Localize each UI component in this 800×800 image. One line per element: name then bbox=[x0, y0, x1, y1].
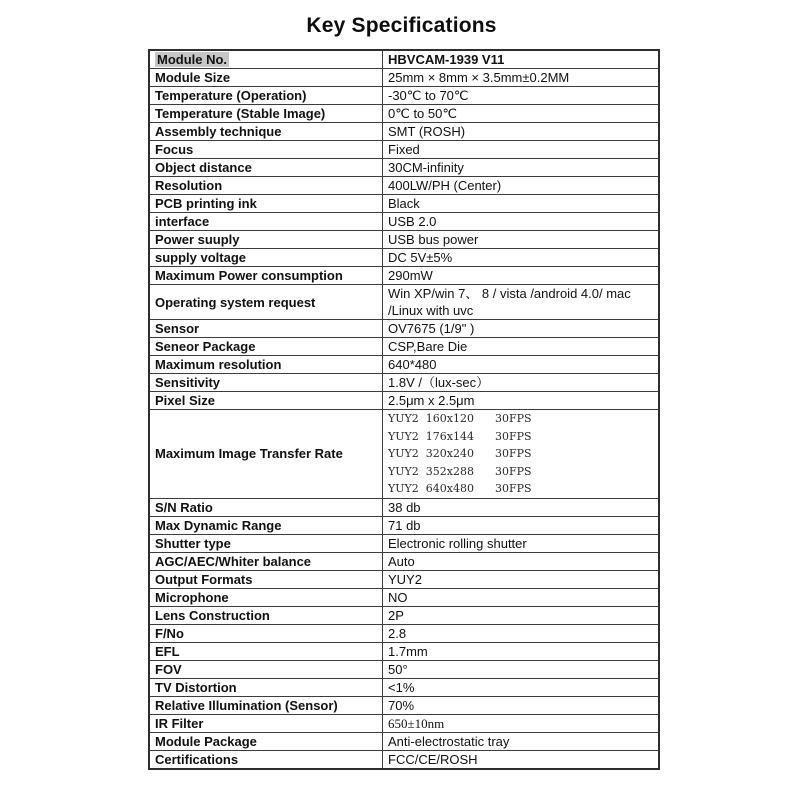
spec-label-cell: S/N Ratio bbox=[149, 498, 383, 516]
table-row bbox=[149, 552, 659, 570]
table-row bbox=[149, 642, 659, 660]
spec-value-cell: Fixed bbox=[383, 141, 660, 159]
spec-label-cell: Temperature (Stable Image) bbox=[149, 105, 383, 123]
spec-value-cell: USB 2.0 bbox=[383, 213, 660, 231]
spec-label-cell: Maximum Power consumption bbox=[149, 267, 383, 285]
spec-label-cell: Output Formats bbox=[149, 570, 383, 588]
spec-value-cell: 1.7mm bbox=[383, 642, 660, 660]
spec-label-cell: Relative Illumination (Sensor) bbox=[149, 696, 383, 714]
spec-label-cell: F/No bbox=[149, 624, 383, 642]
spec-value-cell: 640*480 bbox=[383, 356, 660, 374]
spec-value-cell: <1% bbox=[383, 678, 660, 696]
spec-label-cell: Maximum Image Transfer Rate bbox=[149, 410, 383, 499]
table-row bbox=[149, 159, 659, 177]
table-row bbox=[149, 660, 659, 678]
spec-value-cell: 650±10nm bbox=[383, 714, 660, 732]
spec-value-cell: 38 db bbox=[383, 498, 660, 516]
spec-table bbox=[148, 49, 660, 770]
spec-value-cell: 2.8 bbox=[383, 624, 660, 642]
spec-value-cell: CSP,Bare Die bbox=[383, 338, 660, 356]
spec-label-cell: Seneor Package bbox=[149, 338, 383, 356]
table-row bbox=[149, 231, 659, 249]
spec-label-cell: Shutter type bbox=[149, 534, 383, 552]
table-row bbox=[149, 516, 659, 534]
spec-value-cell: 1.8V /（lux-sec） bbox=[383, 374, 660, 392]
spec-label-cell: FOV bbox=[149, 660, 383, 678]
spec-label-cell: Focus bbox=[149, 141, 383, 159]
spec-value-cell: 2P bbox=[383, 606, 660, 624]
spec-value-cell: HBVCAM-1939 V11 bbox=[383, 50, 660, 69]
spec-label-cell bbox=[149, 50, 383, 69]
spec-value-cell: Electronic rolling shutter bbox=[383, 534, 660, 552]
spec-value-cell: 0℃ to 50℃ bbox=[383, 105, 660, 123]
table-row bbox=[149, 750, 659, 769]
spec-value-cell: Anti-electrostatic tray bbox=[383, 732, 660, 750]
spec-label-highlight: Module No. bbox=[157, 52, 228, 67]
transfer-rate-line: YUY2 352x288 30FPS bbox=[388, 464, 532, 478]
spec-label-cell: EFL bbox=[149, 642, 383, 660]
table-row bbox=[149, 50, 659, 69]
transfer-rate-line: YUY2 160x120 30FPS bbox=[388, 412, 532, 425]
table-row bbox=[149, 392, 659, 410]
spec-value-cell: 71 db bbox=[383, 516, 660, 534]
table-row bbox=[149, 732, 659, 750]
spec-value-cell: 50° bbox=[383, 660, 660, 678]
table-row bbox=[149, 678, 659, 696]
table-row bbox=[149, 714, 659, 732]
table-row bbox=[149, 141, 659, 159]
table-row bbox=[149, 696, 659, 714]
spec-label-cell: Max Dynamic Range bbox=[149, 516, 383, 534]
spec-label-cell: Sensor bbox=[149, 320, 383, 338]
spec-label-cell: supply voltage bbox=[149, 249, 383, 267]
spec-value-cell: FCC/CE/ROSH bbox=[383, 750, 660, 769]
spec-label-cell: AGC/AEC/Whiter balance bbox=[149, 552, 383, 570]
table-row bbox=[149, 177, 659, 195]
spec-value-cell: 2.5μm x 2.5μm bbox=[383, 392, 660, 410]
table-row bbox=[149, 624, 659, 642]
spec-label-cell: TV Distortion bbox=[149, 678, 383, 696]
spec-value-cell: SMT (ROSH) bbox=[383, 123, 660, 141]
spec-label-cell: Pixel Size bbox=[149, 392, 383, 410]
spec-table-body bbox=[149, 50, 659, 769]
spec-label-cell: Microphone bbox=[149, 588, 383, 606]
table-row bbox=[149, 374, 659, 392]
table-row bbox=[149, 249, 659, 267]
table-row bbox=[149, 105, 659, 123]
spec-label-cell: Sensitivity bbox=[149, 374, 383, 392]
spec-label-cell: Operating system request bbox=[149, 285, 383, 320]
spec-value-cell: 70% bbox=[383, 696, 660, 714]
spec-value-cell: Win XP/win 7、 8 / vista /android 4.0/ mac /Linux with uvc bbox=[383, 285, 660, 320]
spec-label-cell: Assembly technique bbox=[149, 123, 383, 141]
table-row bbox=[149, 534, 659, 552]
transfer-rate-line: YUY2 176x144 30FPS bbox=[388, 429, 532, 443]
spec-value-cell: -30℃ to 70℃ bbox=[383, 87, 660, 105]
spec-value-cell: DC 5V±5% bbox=[383, 249, 660, 267]
spec-label-cell: Object distance bbox=[149, 159, 383, 177]
spec-value-cell: Black bbox=[383, 195, 660, 213]
spec-value-cell: Auto bbox=[383, 552, 660, 570]
spec-value-cell: 30CM-infinity bbox=[383, 159, 660, 177]
spec-label-cell: Module Package bbox=[149, 732, 383, 750]
spec-value-cell: 400LW/PH (Center) bbox=[383, 177, 660, 195]
table-row bbox=[149, 410, 659, 499]
table-row bbox=[149, 87, 659, 105]
spec-label-cell: Power suuply bbox=[149, 231, 383, 249]
spec-label-cell: PCB printing ink bbox=[149, 195, 383, 213]
spec-label-cell: Resolution bbox=[149, 177, 383, 195]
table-row bbox=[149, 213, 659, 231]
spec-label-cell: Temperature (Operation) bbox=[149, 87, 383, 105]
spec-label-cell: Lens Construction bbox=[149, 606, 383, 624]
table-row bbox=[149, 588, 659, 606]
table-row bbox=[149, 123, 659, 141]
spec-value-cell: 25mm × 8mm × 3.5mm±0.2MM bbox=[383, 69, 660, 87]
table-row bbox=[149, 570, 659, 588]
spec-value-cell: YUY2 bbox=[383, 570, 660, 588]
table-row bbox=[149, 356, 659, 374]
transfer-rate-line: YUY2 640x480 30FPS bbox=[388, 482, 532, 495]
spec-label-cell: Module Size bbox=[149, 69, 383, 87]
spec-label-cell: interface bbox=[149, 213, 383, 231]
table-row bbox=[149, 285, 659, 320]
spec-label-cell: IR Filter bbox=[149, 714, 383, 732]
transfer-rate-line: YUY2 320x240 30FPS bbox=[388, 447, 532, 460]
spec-label-cell: Certifications bbox=[149, 750, 383, 769]
table-row bbox=[149, 320, 659, 338]
spec-value-cell: NO bbox=[383, 588, 660, 606]
table-row bbox=[149, 267, 659, 285]
spec-value-cell: OV7675 (1/9" ) bbox=[383, 320, 660, 338]
table-row bbox=[149, 338, 659, 356]
table-row bbox=[149, 498, 659, 516]
table-row bbox=[149, 606, 659, 624]
table-row bbox=[149, 69, 659, 87]
page-title: Key Specifications bbox=[306, 14, 497, 37]
spec-value-cell bbox=[383, 410, 660, 499]
spec-value-cell: 290mW bbox=[383, 267, 660, 285]
table-row bbox=[149, 195, 659, 213]
spec-label-cell: Maximum resolution bbox=[149, 356, 383, 374]
spec-value-cell: USB bus power bbox=[383, 231, 660, 249]
